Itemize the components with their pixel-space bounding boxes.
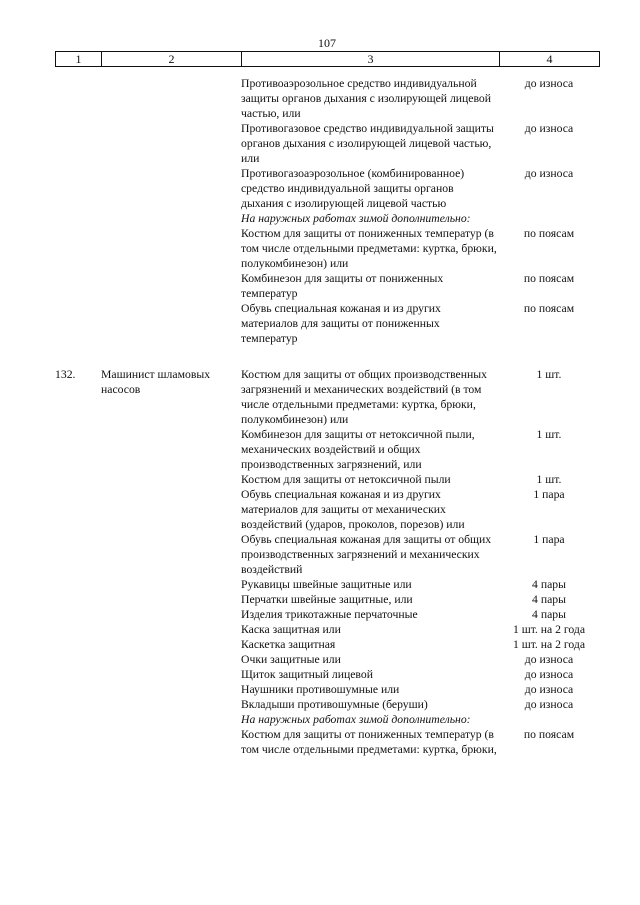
ppe-item: Вкладыши противошумные (беруши) <box>241 698 428 711</box>
entry-number <box>55 427 101 472</box>
issue-norm: по поясам <box>523 728 575 741</box>
profession-name <box>101 166 241 211</box>
profession-name <box>101 301 241 346</box>
profession-name <box>101 76 241 121</box>
ppe-item: Обувь специальная кожаная и из других материалов для защиты от пониженных температур <box>241 302 441 345</box>
table-row <box>55 667 599 682</box>
page-number: 107 <box>318 36 336 50</box>
table-row <box>55 121 599 166</box>
entry-number <box>55 637 101 652</box>
issue-norm: 4 пары <box>532 593 566 606</box>
table-row <box>55 76 599 121</box>
entry-number <box>55 271 101 301</box>
table-row <box>55 622 599 637</box>
entry-number <box>55 697 101 712</box>
entry-number <box>55 532 101 577</box>
table-row <box>55 367 599 427</box>
column-header-1: 1 <box>56 52 102 67</box>
table-row <box>55 427 599 472</box>
profession-name <box>101 682 241 697</box>
section-note: На наружных работах зимой дополнительно: <box>241 713 471 726</box>
profession-name <box>101 577 241 592</box>
profession-name <box>101 271 241 301</box>
issue-norm: 1 пара <box>533 533 565 546</box>
issue-norm <box>499 211 599 226</box>
profession-name <box>101 121 241 166</box>
issue-norm: 1 шт. на 2 года <box>512 638 586 651</box>
table-row <box>55 682 599 697</box>
table-row <box>55 727 599 757</box>
profession-name <box>101 712 241 727</box>
column-header-3: 3 <box>242 52 500 67</box>
ppe-item: Костюм для защиты от общих производственных загрязнений и механических воздействий (в том числе отдельными предметами: куртка, брюки, полукомбинезон) или <box>241 368 487 426</box>
issue-norm <box>499 712 599 727</box>
entry-number <box>55 682 101 697</box>
ppe-item: Костюм для защиты от нетоксичной пыли <box>241 473 451 486</box>
entry-number <box>55 712 101 727</box>
issue-norm: до износа <box>524 668 574 681</box>
issue-norm: 1 шт. <box>536 473 562 486</box>
table-row <box>55 577 599 592</box>
issue-norm: по поясам <box>523 272 575 285</box>
ppe-item: Костюм для защиты от пониженных температур (в том числе отдельными предметами: куртка, брюки, <box>241 728 497 756</box>
profession-name <box>101 652 241 667</box>
issue-norm: до износа <box>524 167 574 180</box>
issue-norm: 4 пары <box>532 578 566 591</box>
ppe-item: Костюм для защиты от пониженных температур (в том числе отдельными предметами: куртка, брюки, полукомбинезон) или <box>241 227 497 270</box>
ppe-item: Обувь специальная кожаная и из других материалов для защиты от механических воздействий (ударов, проколов, порезов) или <box>241 488 465 531</box>
profession-name <box>101 211 241 226</box>
profession-name <box>101 427 241 472</box>
table-row <box>55 712 599 727</box>
profession-name <box>101 592 241 607</box>
entry-number <box>55 121 101 166</box>
issue-norm: 4 пары <box>532 608 566 621</box>
table-row <box>55 487 599 532</box>
entry-number <box>55 622 101 637</box>
entry-number <box>55 211 101 226</box>
table-row <box>55 472 599 487</box>
issue-norm: по поясам <box>523 227 575 240</box>
ppe-item: Комбинезон для защиты от нетоксичной пыли, механических воздействий и общих производственных загрязнений, или <box>241 428 475 471</box>
entry-number <box>55 472 101 487</box>
table-row <box>55 592 599 607</box>
ppe-item: Перчатки швейные защитные, или <box>241 593 413 606</box>
ppe-item: Изделия трикотажные перчаточные <box>241 608 418 621</box>
column-header-2: 2 <box>102 52 242 67</box>
issue-norm: до износа <box>524 698 574 711</box>
table-row <box>55 652 599 667</box>
issue-norm: до износа <box>524 77 574 90</box>
entry-number: 132. <box>55 368 76 381</box>
profession-name <box>101 226 241 271</box>
entry-number <box>55 652 101 667</box>
entry-number <box>55 76 101 121</box>
column-header-row <box>55 51 600 67</box>
profession-name <box>101 697 241 712</box>
profession-name: Машинист шламовых насосов <box>101 368 211 396</box>
profession-name <box>101 667 241 682</box>
table-row <box>55 637 599 652</box>
ppe-item: Противогазоаэрозольное (комбинированное) средство индивидуальной защиты органов дыхания с изолирующей лицевой частью <box>241 167 465 210</box>
entry-number <box>55 487 101 532</box>
ppe-item: Каска защитная или <box>241 623 341 636</box>
entry-number <box>55 301 101 346</box>
entry-number <box>55 226 101 271</box>
entry-number <box>55 166 101 211</box>
table-row <box>55 697 599 712</box>
table-row <box>55 301 599 346</box>
table-row <box>55 211 599 226</box>
table-row <box>55 607 599 622</box>
entry-number <box>55 577 101 592</box>
ppe-item: Противоаэрозольное средство индивидуальной защиты органов дыхания с изолирующей лицевой частью, или <box>241 77 492 120</box>
issue-norm: 1 шт. <box>536 368 562 381</box>
entry-number <box>55 667 101 682</box>
issue-norm: по поясам <box>523 302 575 315</box>
ppe-item: Рукавицы швейные защитные или <box>241 578 412 591</box>
entry-separator <box>55 346 599 367</box>
entry-number <box>55 592 101 607</box>
profession-name <box>101 607 241 622</box>
entry-number <box>55 727 101 757</box>
issue-norm: до износа <box>524 653 574 666</box>
issue-norm: до износа <box>524 683 574 696</box>
profession-name <box>101 472 241 487</box>
table-row <box>55 166 599 211</box>
ppe-norms-table <box>55 76 599 757</box>
entry-number <box>55 607 101 622</box>
column-header-4: 4 <box>500 52 600 67</box>
profession-name <box>101 622 241 637</box>
section-note: На наружных работах зимой дополнительно: <box>241 212 471 225</box>
ppe-item: Очки защитные или <box>241 653 341 666</box>
profession-name <box>101 487 241 532</box>
table-row <box>55 271 599 301</box>
issue-norm: 1 шт. <box>536 428 562 441</box>
issue-norm: до износа <box>524 122 574 135</box>
ppe-item: Противогазовое средство индивидуальной защиты органов дыхания с изолирующей лицевой частью, или <box>241 122 494 165</box>
issue-norm: 1 шт. на 2 года <box>512 623 586 636</box>
ppe-item: Щиток защитный лицевой <box>241 668 373 681</box>
ppe-item: Обувь специальная кожаная для защиты от общих производственных загрязнений и механических воздействий <box>241 533 492 576</box>
ppe-item: Наушники противошумные или <box>241 683 400 696</box>
ppe-item: Комбинезон для защиты от пониженных температур <box>241 272 444 300</box>
profession-name <box>101 532 241 577</box>
profession-name <box>101 727 241 757</box>
profession-name <box>101 637 241 652</box>
table-row <box>55 226 599 271</box>
table-row <box>55 532 599 577</box>
ppe-item: Каскетка защитная <box>241 638 336 651</box>
issue-norm: 1 пара <box>533 488 565 501</box>
